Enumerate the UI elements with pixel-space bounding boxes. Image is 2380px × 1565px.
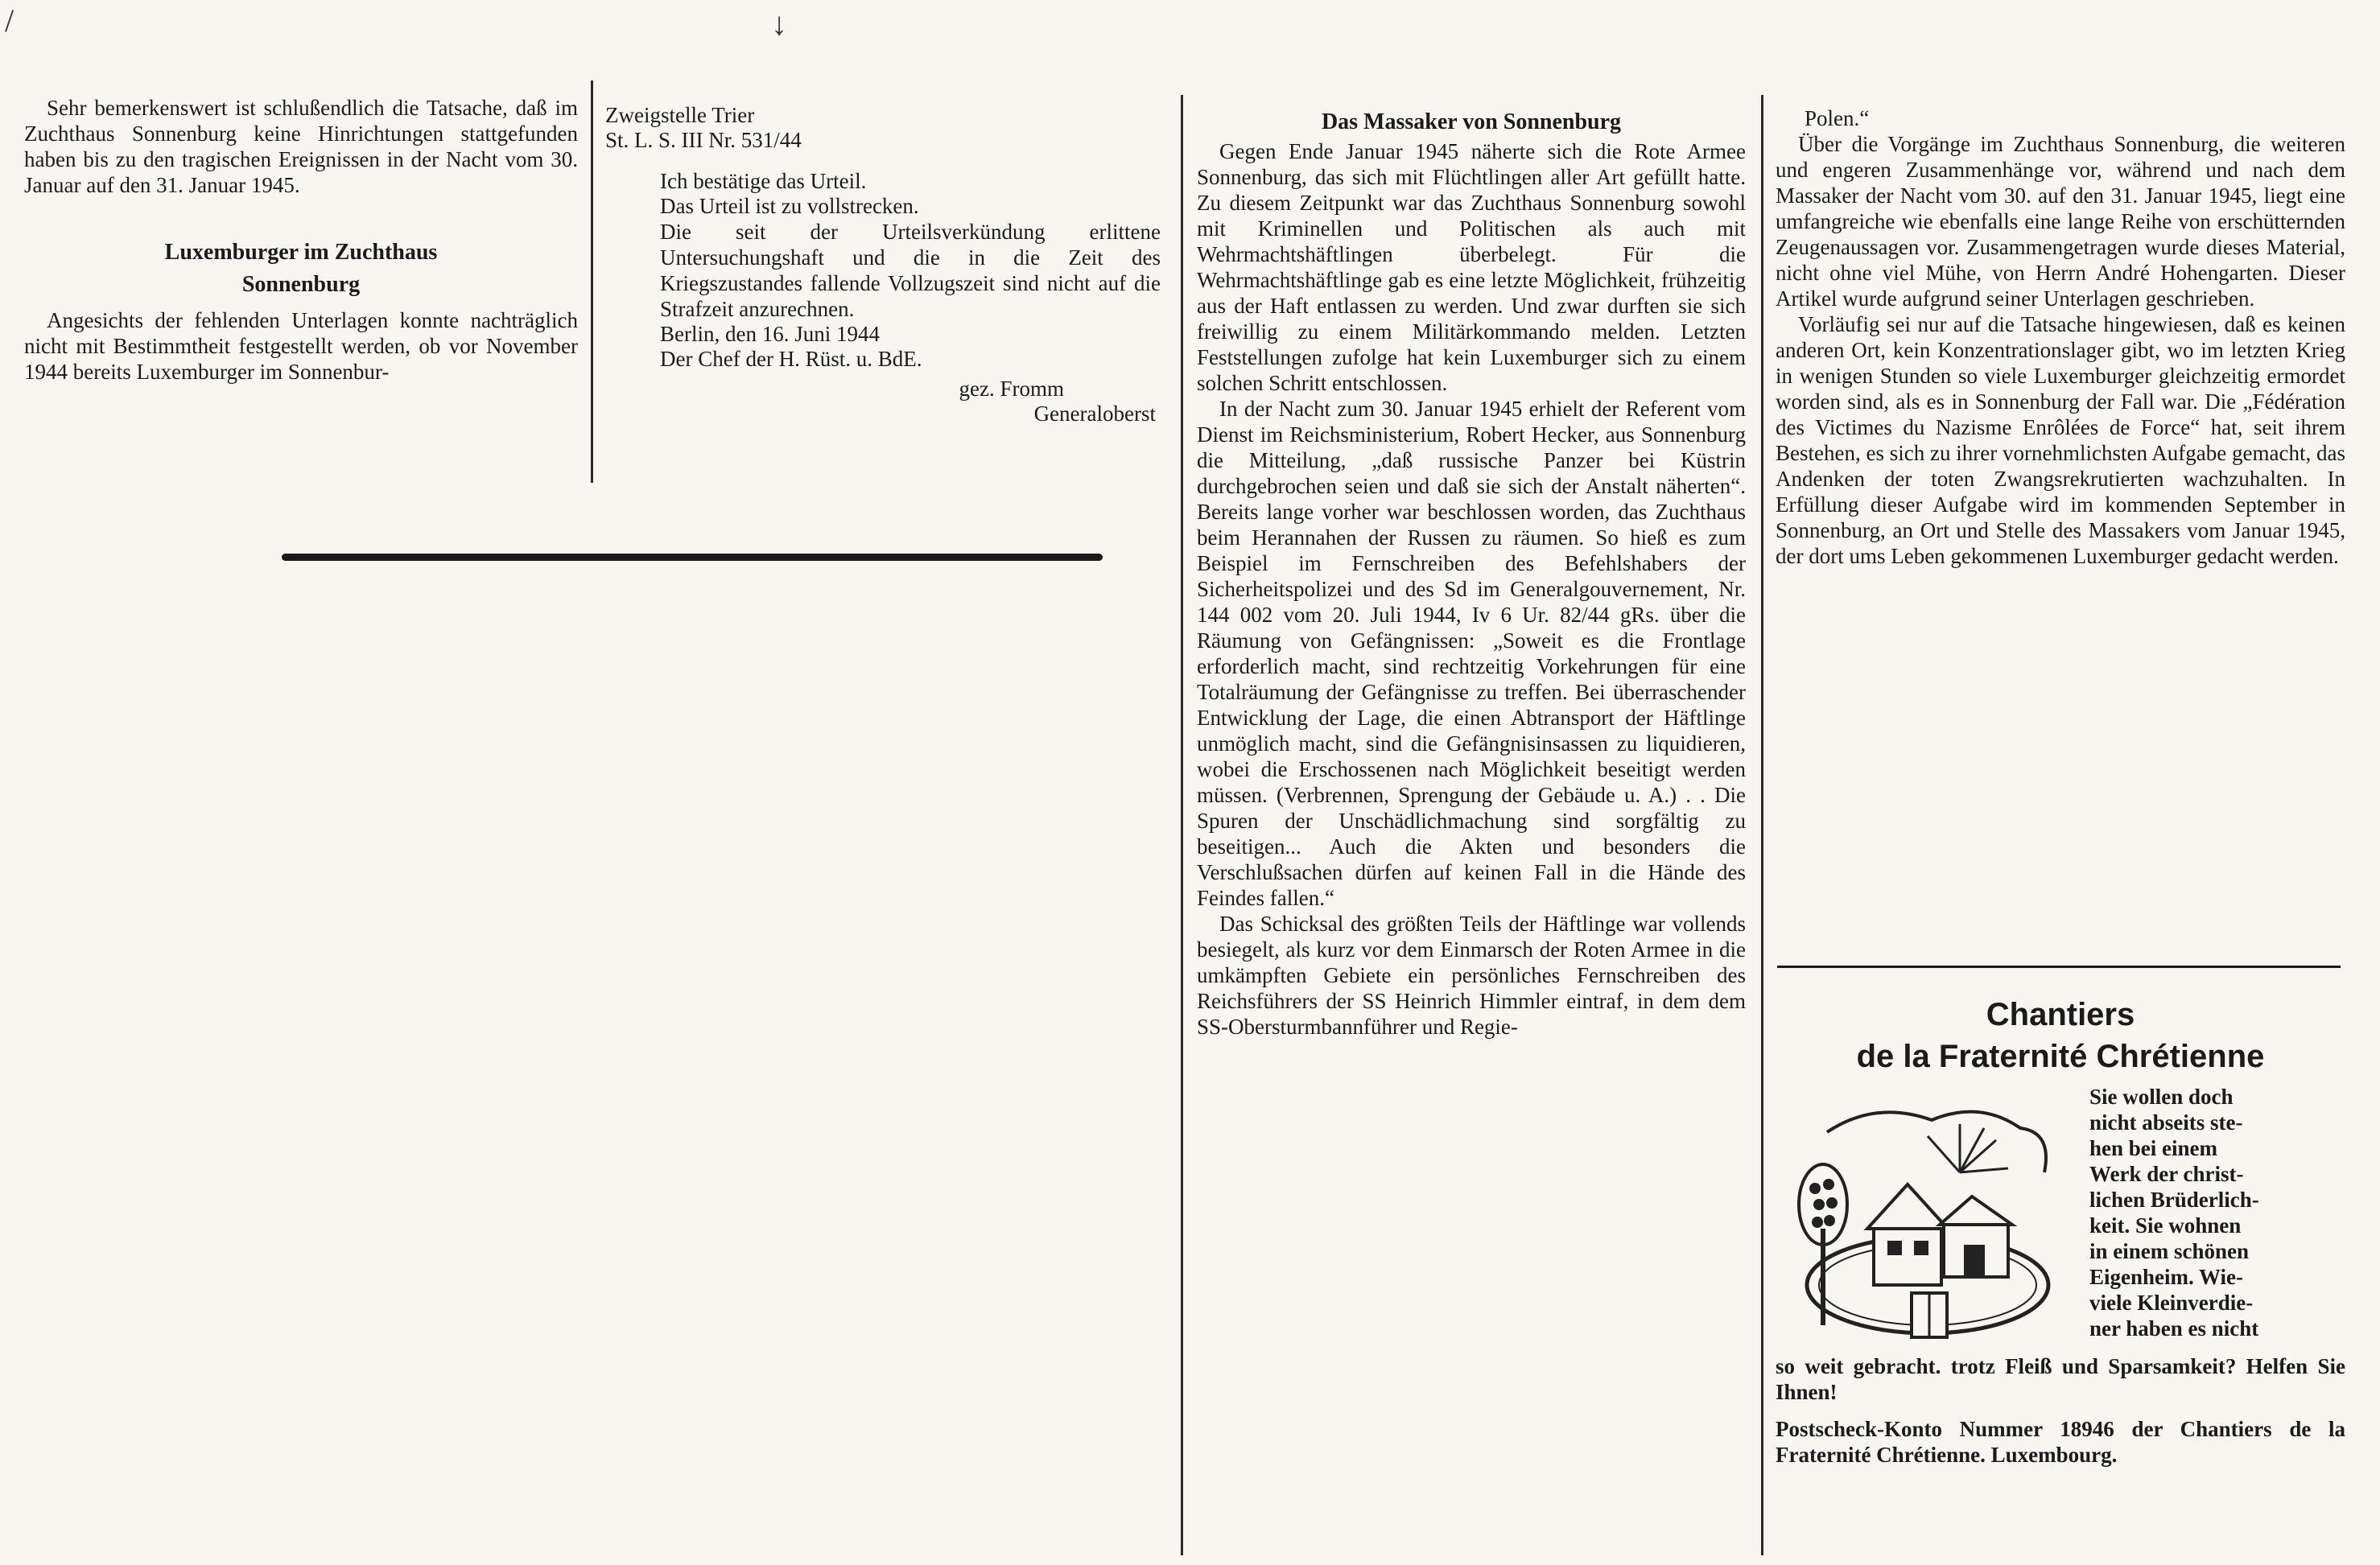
ad-side-text-8: Eigenheim. Wie- — [2089, 1265, 2244, 1289]
paragraph-luxemburger: Angesichts der fehlenden Unterlagen konnte nachträglich nicht mit Bestimmtheit festgestellt werden, ob vor November 1944 bereits Luxemburger im Sonnenbur- — [24, 308, 578, 384]
column-4 — [1776, 106, 2345, 569]
scan-arrow-mark: ↓ — [771, 6, 787, 42]
column-divider-1 — [591, 80, 593, 483]
scan-corner-mark: / — [5, 2, 14, 39]
ad-side-text-5: lichen Brüderlich- — [2089, 1188, 2259, 1212]
column-1 — [24, 95, 578, 385]
paragraph-events: Über die Vorgänge im Zuchthaus Sonnenburg, die weiteren und engeren Zusammenhänge vor, während und nach dem Massaker der Nacht vom 30. auf den 31. Januar 1945, liegt eine umfangreiche wie ebenfalls eine lange Reihe von erschütternden Zeugenaussagen vor. Zusammengetragen wurde dieses Material, nicht ohne viel Mühe, von Herrn André Hohengarten. Dieser Artikel wurde aufgrund seiner Unterlagen geschrieben. — [1776, 132, 2345, 311]
ad-title: Chantiers — [1986, 997, 2135, 1032]
paragraph-night: In der Nacht zum 30. Januar 1945 erhielt der Referent vom Dienst im Reichsministerium, Robert Hecker, aus Sonnenburg die Mitteilung, „daß russische Panzer bei Küstrin durchgebrochen seien und daß sie sich der Anstalt näherten“. Bereits lange vorher war beschlossen worden, das Zuchthaus beim Herannahen der Russen zu räumen. So hieß es zum Beispiel im Fernschreiben des Befehlshabers der Sicherheitspolizei und des Sd im Generalgouvernement, Nr. 144 002 vom 20. Juli 1944, Iv 6 Ur. 82/44 gRs. über die Räumung von Gefängnissen: „Soweit es die Frontlage erforderlich macht, sind rechtzeitig Vorkehrungen für eine Totalräumung der Gefängnisse zu treffen. Bei überraschender Entwicklung der Lage, die einen Abtransport der Häftlinge unmöglich macht, sind die Gefängnisinsassen zu liquidieren, wobei die Erschossenen nach Möglichkeit beseitigt werden müssen. (Verbrennen, Sprengung der Gebäude u. A.) . . Die Spuren der Unschädlichmachung sind sorgfältig zu beseitigen... Auch die Akten und besonders die Verschlußsachen dürfen auf keinen Fall in die Hände des Feindes fallen.“ — [1197, 397, 1746, 910]
ad-side-text-1: Sie wollen doch — [2089, 1085, 2234, 1109]
ad-side-text-4: Werk der christ- — [2089, 1162, 2244, 1186]
ad-side-text-6: keit. Sie wohnen — [2089, 1213, 2242, 1238]
signature-rank: Generaloberst — [1033, 402, 1156, 426]
heading-massaker: Das Massaker von Sonnenburg — [1321, 109, 1622, 134]
column-3 — [1197, 106, 1746, 1040]
section-rule — [282, 554, 1103, 561]
execution-line: Das Urteil ist zu vollstrecken. — [660, 194, 919, 218]
column-divider-2 — [1181, 95, 1183, 1555]
quote-ending: Polen.“ — [1805, 106, 1870, 130]
paragraph-conclusion: Sehr bemerkenswert ist schlußendlich die Tatsache, daß im Zuchthaus Sonnenburg keine Hinrichtungen stattgefunden haben bis zu den tragischen Ereignissen in der Nacht vom 30. Januar auf den 31. Januar 1945. — [24, 96, 578, 197]
confirmation-line: Ich bestätige das Urteil. — [660, 169, 867, 193]
column-divider-3 — [1761, 95, 1763, 1555]
ad-side-text-10: ner haben es nicht — [2089, 1316, 2259, 1341]
ad-box — [1776, 994, 2345, 1468]
ad-top-rule — [1777, 966, 2341, 968]
custody-paragraph: Die seit der Urteilsverkündung erlittene Untersuchungshaft und die in die Zeit des Kriegszustandes fallende Vollzugszeit sind nicht auf die Strafzeit anzurechnen. — [660, 220, 1161, 321]
ad-side-text-7: in einem schönen — [2089, 1239, 2250, 1263]
court-reference: St. L. S. III Nr. 531/44 — [605, 128, 802, 152]
ad-side-text-2: nicht abseits ste- — [2089, 1110, 2243, 1135]
signature-name: gez. Fromm — [959, 377, 1064, 401]
chief-line: Der Chef der H. Rüst. u. BdE. — [660, 347, 922, 371]
ad-subtitle: de la Fraternité Chrétienne — [1856, 1039, 2265, 1074]
date-line: Berlin, den 16. Juni 1944 — [660, 322, 880, 346]
paragraph-fate: Das Schicksal des größten Teils der Häftlinge war vollends besiegelt, als kurz vor dem Einmarsch der Roten Armee in die umkämpften Gebiete ein persönliches Fernschreiben des Reichsführers der SS Heinrich Himmler eintraf, in dem dem SS-Obersturmbannführer und Regie- — [1197, 912, 1746, 1039]
column-2 — [605, 103, 1161, 426]
ad-postscheck: Postscheck-Konto Nummer 18946 der Chantiers de la Fraternité Chrétienne. Luxembourg. — [1776, 1417, 2345, 1467]
ad-bottom-text: so weit gebracht. trotz Fleiß und Sparsamkeit? Helfen Sie Ihnen! — [1776, 1354, 2345, 1404]
heading-luxemburger: Luxemburger im Zuchthaus — [164, 240, 438, 265]
heading-sonnenburg: Sonnenburg — [241, 272, 361, 297]
paragraph-red-army: Gegen Ende Januar 1945 näherte sich die Rote Armee Sonnenburg, das sich mit Flüchtlingen aller Art gefüllt hatte. Zu diesem Zeitpunkt war das Zuchthaus Sonnenburg sowohl mit Kriminellen und Politischen als auch mit Wehrmachtshäftlingen überbelegt. Für die Wehrmachtshäftlinge gab es eine letzte Möglichkeit, frühzeitig aus der Haft entlassen zu werden. Und zwar durften sie sich freiwillig zu einem Militärkommando melden. Letzten Feststellungen zufolge hat kein Luxemburger sich zu einem solchen Schritt entschlossen. — [1197, 139, 1746, 395]
paragraph-remembrance: Vorläufig sei nur auf die Tatsache hingewiesen, daß es keinen anderen Ort, kein Konzentrationslager gibt, wo im letzten Krieg in wenigen Stunden so viele Luxemburger gleichzeitig ermordet worden sind, als es in Sonnenburg der Fall war. Die „Fédération des Victimes du Nazisme Enrôlées de Force“ hat, seit ihrem Bestehen, es sich zu ihrer vornehmlichsten Aufgabe gemacht, das Andenken der toten Zwangsrekrutierten wachzuhalten. In Erfüllung dieser Aufgabe wird im kommenden September in Sonnenburg, an Ort und Stelle des Massakers vom Januar 1945, der dort ums Leben gekommenen Luxemburger gedacht werden. — [1776, 312, 2345, 568]
court-branch: Zweigstelle Trier — [605, 103, 755, 127]
ad-side-text-9: viele Kleinverdie- — [2089, 1291, 2254, 1315]
house-illustration — [1779, 1084, 2069, 1349]
ad-side-text-3: hen bei einem — [2089, 1136, 2217, 1160]
